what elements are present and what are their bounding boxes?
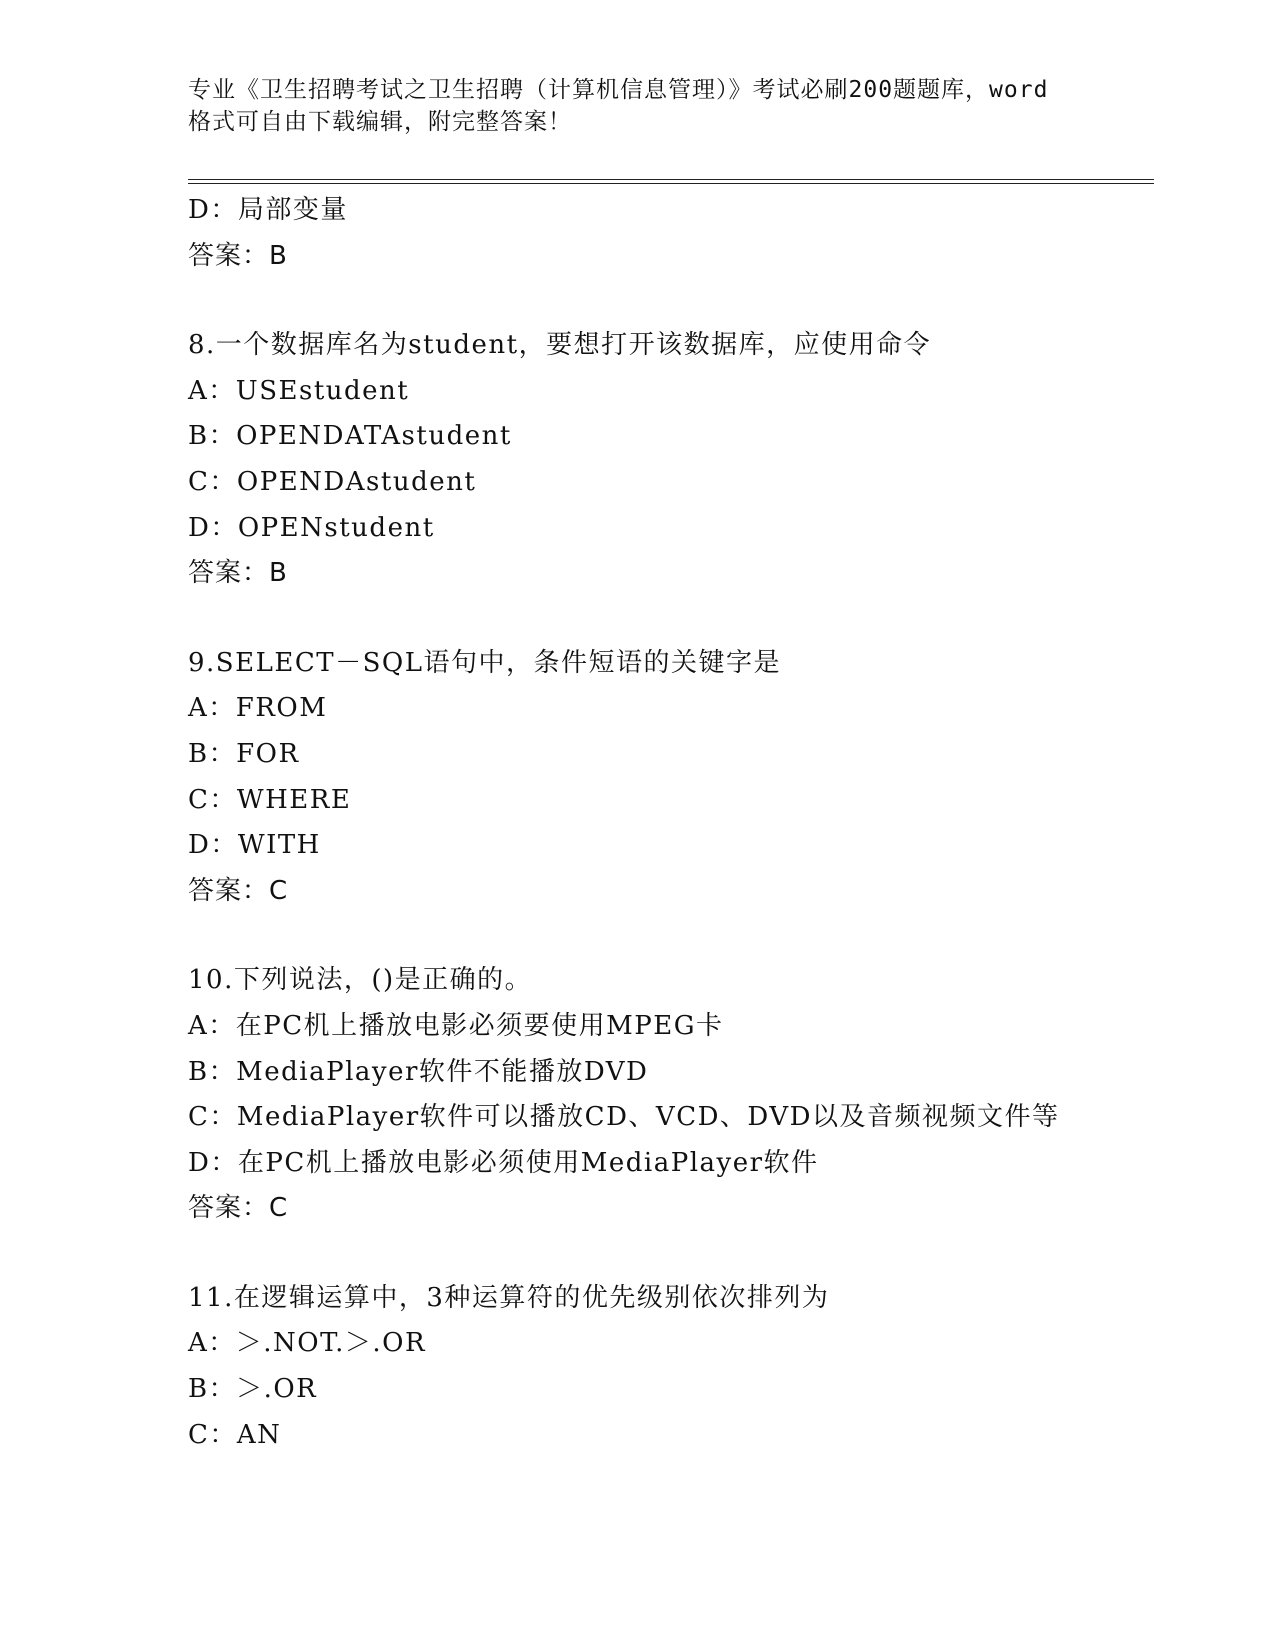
question-11 (188, 1276, 1154, 1458)
answer: 答案：C (188, 1193, 289, 1224)
question-8 (188, 323, 1154, 597)
question-title: 11.在逻辑运算中，3种运算符的优先级别依次排列为 (188, 1282, 830, 1313)
option-b: B：＞.OR (188, 1374, 318, 1405)
spacer (188, 1232, 1154, 1276)
option-c: C：AN (188, 1419, 282, 1450)
question-title: 8.一个数据库名为student，要想打开该数据库，应使用命令 (188, 330, 932, 361)
header-line-2: 格式可自由下载编辑，附完整答案！ (188, 109, 572, 135)
option-b: B：OPENDATAstudent (188, 421, 512, 452)
question-9 (188, 641, 1154, 915)
question-10 (188, 958, 1154, 1232)
header-rule-bottom (188, 183, 1154, 184)
option-d: D：局部变量 (188, 195, 348, 225)
answer: 答案：C (188, 875, 289, 906)
document-header (188, 74, 1088, 138)
option-c: C：MediaPlayer软件可以播放CD、VCD、DVD以及音频视频文件等 (188, 1102, 1060, 1133)
question-list (188, 188, 1154, 1458)
spacer (188, 914, 1154, 958)
spacer (188, 279, 1154, 323)
question-title: 9.SELECT－SQL语句中，条件短语的关键字是 (188, 647, 781, 678)
spacer (188, 597, 1154, 641)
option-d: D：OPENstudent (188, 512, 435, 543)
option-c: C：OPENDAstudent (188, 466, 477, 497)
option-a: A：＞.NOT.＞.OR (188, 1328, 427, 1359)
answer: 答案：B (188, 240, 288, 271)
question-fragment (188, 188, 1154, 279)
option-d: D：WITH (188, 830, 321, 861)
header-line-1: 专业《卫生招聘考试之卫生招聘（计算机信息管理）》考试必刷200题题库，word (188, 77, 1049, 103)
option-c: C：WHERE (188, 784, 352, 815)
option-d: D：在PC机上播放电影必须使用MediaPlayer软件 (188, 1147, 819, 1178)
option-a: A：在PC机上播放电影必须要使用MPEG卡 (188, 1010, 724, 1041)
option-a: A：USEstudent (188, 375, 410, 406)
header-rule-top (188, 179, 1154, 180)
answer: 答案：B (188, 558, 288, 589)
option-b: B：FOR (188, 738, 300, 769)
question-title: 10.下列说法，()是正确的。 (188, 965, 533, 996)
option-b: B：MediaPlayer软件不能播放DVD (188, 1056, 649, 1087)
option-a: A：FROM (188, 693, 328, 724)
